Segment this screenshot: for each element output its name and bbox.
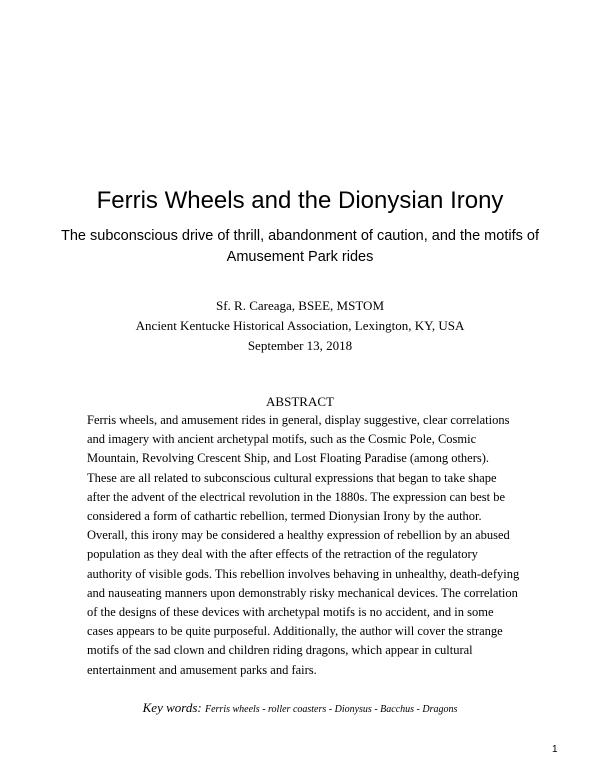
author-affiliation: Ancient Kentucke Historical Association, Lexington, KY, USA <box>135 318 465 333</box>
abstract-line: authority of visible gods. This rebellion involves behaving in unhealthy, death-defying <box>87 566 520 581</box>
keywords-line <box>0 699 600 719</box>
abstract-line: These are all related to subconscious cultural expressions that began to take shape <box>87 470 497 485</box>
paper-subtitle: The subconscious drive of thrill, abandonment of caution, and the motifs of Amusement Park rides <box>61 228 539 265</box>
abstract-line: population as they deal with the after effects of the retraction of the regulatory <box>87 547 478 562</box>
author-block <box>0 296 600 356</box>
abstract-line: Ferris wheels, and amusement rides in general, display suggestive, clear correlations <box>87 413 510 427</box>
abstract-line: and imagery with ancient archetypal motifs, such as the Cosmic Pole, Cosmic <box>87 432 477 447</box>
abstract-line: Overall, this irony may be considered a healthy expression of rebellion by an abused <box>87 528 510 543</box>
abstract-body <box>87 411 557 680</box>
page-number: 1 <box>552 744 558 755</box>
abstract-line: and nauseating manners upon demonstrably risky mechanical devices. The correlation <box>87 585 518 600</box>
paper-title: Ferris Wheels and the Dionysian Irony <box>96 187 504 214</box>
abstract-heading: ABSTRACT <box>266 394 334 409</box>
abstract-line: considered a form of cathartic rebellion, termed Dionysian Irony by the author. <box>87 509 482 524</box>
abstract-line: cases appears to be quite purposeful. Additionally, the author will cover the strange <box>87 624 503 639</box>
author-name: Sf. R. Careaga, BSEE, MSTOM <box>215 298 385 313</box>
abstract-line: Mountain, Revolving Crescent Ship, and Lost Floating Paradise (among others). <box>87 451 490 466</box>
keywords-terms: Ferris wheels - roller coasters - Dionysus - Bacchus - Dragons <box>204 704 458 715</box>
publication-date: September 13, 2018 <box>247 338 353 353</box>
abstract-line: after the advent of the electrical revolution in the 1880s. The expression can best be <box>87 489 506 504</box>
abstract-line: motifs of the sad clown and children riding dragons, which appear in cultural <box>87 643 473 658</box>
abstract-line: entertainment and amusement parks and fairs. <box>87 662 317 677</box>
keywords-label: Key words: <box>142 700 202 715</box>
abstract-line: of the designs of these devices with archetypal motifs is no accident, and in some <box>87 605 494 620</box>
